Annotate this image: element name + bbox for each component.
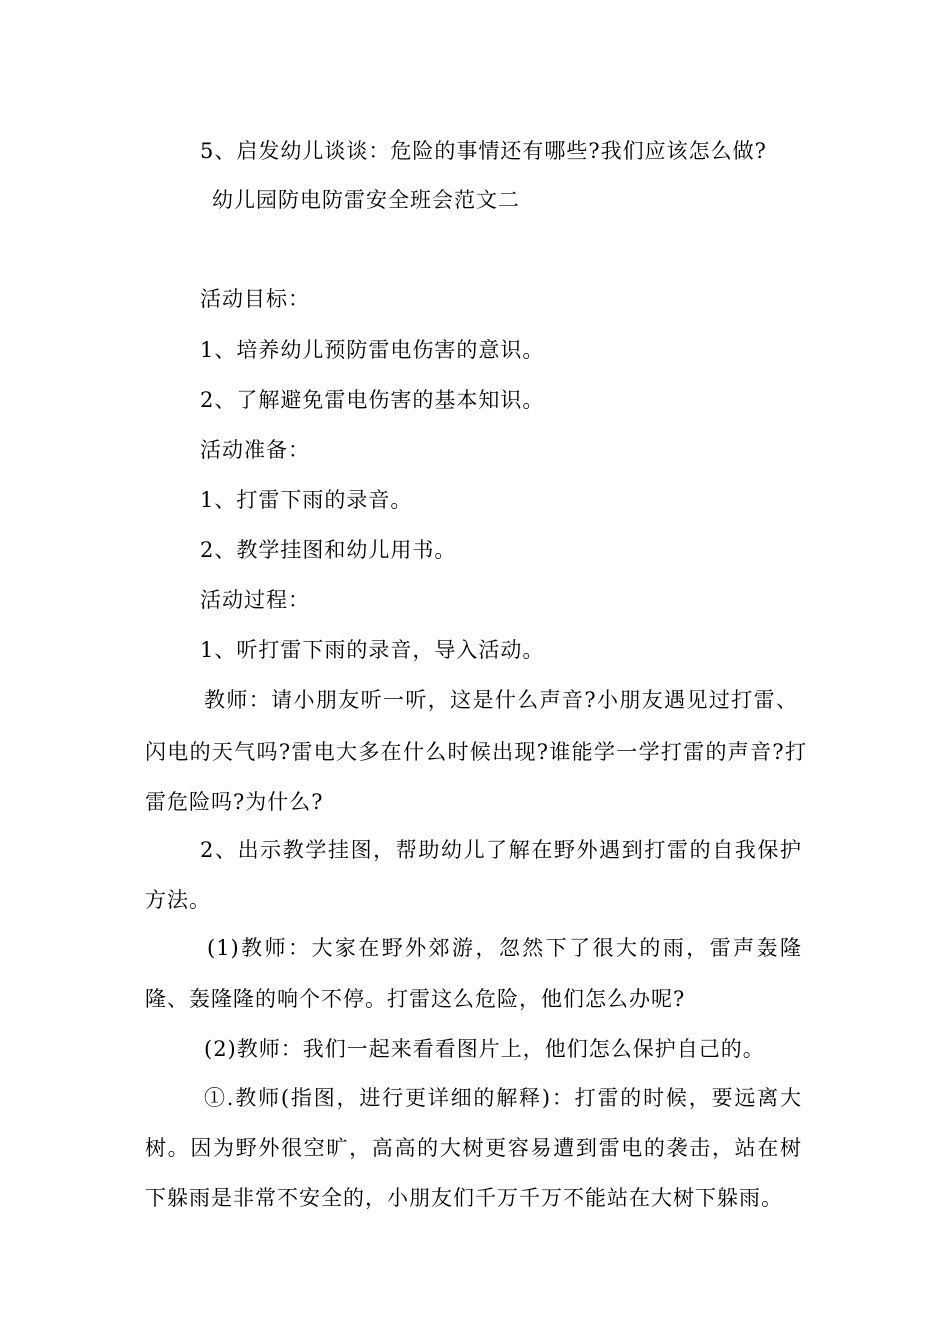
process-item-2-line-2: 方法。 xyxy=(145,888,211,912)
heading-activity-goals: 活动目标： xyxy=(200,287,310,311)
paragraph-line-1: 5、启发幼儿谈谈：危险的事情还有哪些?我们应该怎么做? xyxy=(200,139,767,163)
detail-item-1-line-3: 下躲雨是非常不安全的，小朋友们千万千万不能站在大树下躲雨。 xyxy=(145,1186,783,1210)
process-item-2-line-1: 2、出示教学挂图，帮助幼儿了解在野外遇到打雷的自我保护 xyxy=(200,838,802,862)
goal-item-1: 1、培养幼儿预防雷电伤害的意识。 xyxy=(200,338,545,362)
detail-item-1-line-2: 树。因为野外很空旷，高高的大树更容易遭到雷电的袭击，站在树 xyxy=(145,1136,802,1160)
process-item-1: 1、听打雷下雨的录音，导入活动。 xyxy=(200,638,545,662)
sub-item-1-line-2: 隆、轰隆隆的响个不停。打雷这么危险，他们怎么办呢? xyxy=(145,987,686,1011)
detail-item-1-line-1: ①.教师(指图，进行更详细的解释)：打雷的时候，要远离大 xyxy=(204,1086,802,1110)
teacher-paragraph-line-2: 闪电的天气吗?雷电大多在什么时候出现?谁能学一学打雷的声音?打 xyxy=(145,740,807,764)
heading-activity-process: 活动过程： xyxy=(200,588,310,612)
heading-activity-preparation: 活动准备： xyxy=(200,438,310,462)
teacher-paragraph-line-1: 教师：请小朋友听一听，这是什么声音?小朋友遇见过打雷、 xyxy=(204,688,798,712)
sub-item-1-line-1: (1)教师：大家在野外郊游，忽然下了很大的雨，雷声轰隆 xyxy=(207,936,802,960)
preparation-item-2: 2、教学挂图和幼儿用书。 xyxy=(200,538,457,562)
sub-item-2: (2)教师：我们一起来看看图片上，他们怎么保护自己的。 xyxy=(204,1037,765,1061)
section-title: 幼儿园防电防雷安全班会范文二 xyxy=(212,188,520,212)
teacher-paragraph-line-3: 雷危险吗?为什么? xyxy=(145,790,324,814)
preparation-item-1: 1、打雷下雨的录音。 xyxy=(200,488,413,512)
goal-item-2: 2、了解避免雷电伤害的基本知识。 xyxy=(200,388,545,412)
